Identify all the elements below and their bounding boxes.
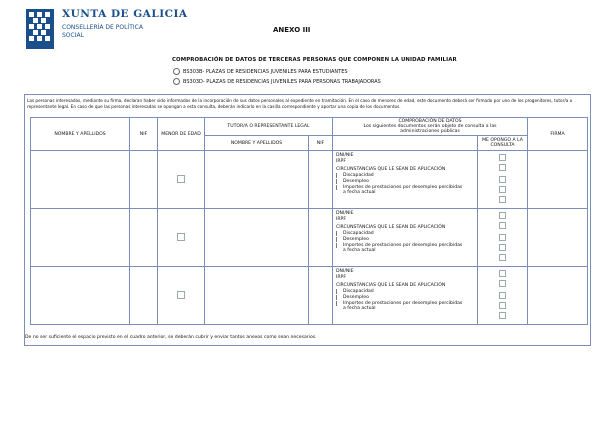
minor-checkbox[interactable] xyxy=(177,175,185,183)
check-desc-2: administraciones públicas xyxy=(400,129,460,134)
person-nif-cell[interactable] xyxy=(130,267,158,325)
doc-dni: DNI/NIE xyxy=(336,211,354,216)
radio-button[interactable] xyxy=(173,68,180,75)
doc-benefit-amounts xyxy=(336,243,477,255)
doc-amounts-line-1: Importes de prestaciones por desempleo percibidas xyxy=(343,242,463,248)
doc-irpf: IRPF xyxy=(336,274,346,280)
annex-label: ANEXO III xyxy=(273,26,311,34)
brand-name: XUNTA DE GALICIA xyxy=(62,8,188,20)
oppose-disability-checkbox[interactable] xyxy=(499,234,506,241)
doc-amounts-line-2: a fecha actual xyxy=(343,190,376,196)
department-line-2: SOCIAL xyxy=(62,32,84,39)
doc-irpf: IRPF xyxy=(336,216,346,222)
xunta-logo-icon xyxy=(24,6,56,52)
doc-irpf: IRPF xyxy=(336,158,346,164)
family-data-table xyxy=(30,117,588,325)
option-bs303d[interactable] xyxy=(173,78,381,85)
header-nif: NIF xyxy=(130,118,158,151)
signature-cell[interactable] xyxy=(528,209,588,267)
doc-unemployment-label: Desempleo xyxy=(343,236,369,242)
oppose-dni-checkbox[interactable] xyxy=(499,154,506,161)
header-guardian-name: NOMBRE Y APELLIDOS xyxy=(205,136,309,151)
table-row xyxy=(31,267,588,325)
minor-checkbox[interactable] xyxy=(177,291,185,299)
option-bs303b[interactable] xyxy=(173,68,348,75)
header-signature: FIRMA xyxy=(528,118,588,151)
doc-amounts-line-1: Importes de prestaciones por desempleo percibidas xyxy=(343,300,463,306)
document-title: COMPROBACIÓN DE DATOS DE TERCERAS PERSONAS QUE COMPONEN LA UNIDAD FAMILIAR xyxy=(172,57,457,63)
doc-circumstances: CIRCUNSTANCIAS QUE LE SEAN DE APLICACIÓN xyxy=(336,224,446,230)
signature-cell[interactable] xyxy=(528,267,588,325)
header-oppose xyxy=(478,136,528,151)
oppose-cell xyxy=(478,267,528,325)
option-label: BS303D- PLAZAS DE RESIDENCIAS JUVENILES PARA PERSONAS TRABAJADORAS xyxy=(183,78,381,85)
doc-unemployment-label: Desempleo xyxy=(343,294,369,300)
person-name-cell[interactable] xyxy=(31,151,130,209)
guardian-nif-cell[interactable] xyxy=(309,267,333,325)
guardian-name-cell[interactable] xyxy=(205,267,309,325)
oppose-unemployment-checkbox[interactable] xyxy=(499,244,506,251)
documents-cell xyxy=(333,209,478,267)
doc-amounts-line-2: a fecha actual xyxy=(343,306,376,312)
department-name xyxy=(62,24,192,40)
doc-disability-label: Discapacidad xyxy=(343,230,374,236)
doc-unemployment-label: Desempleo xyxy=(343,178,369,184)
doc-dni: DNI/NIE xyxy=(336,153,354,158)
intro-text: Las personas interesadas, mediante su firma, declaran haber sido informadas de la incorporación de sus datos personales al expediente en tramitación. En el caso de menores de edad, este documento deberá ser firmado por uno de los progenitores, tutor/a o representante legal. En caso de que las personas interesadas se opongan a esta consulta, deberán indicarlo en la casilla correspondiente y aportar una copia de los documentos. xyxy=(27,98,573,109)
header-minor: MENOR DE EDAD xyxy=(158,118,205,151)
doc-benefit-amounts xyxy=(336,301,477,313)
doc-amounts-line-2: a fecha actual xyxy=(343,248,376,254)
guardian-name-cell[interactable] xyxy=(205,209,309,267)
guardian-nif-cell[interactable] xyxy=(309,151,333,209)
footer-note: De no ser suficiente el espacio previsto en el cuadro anterior, se deberán cubrir y enviar tantos anexos como sean necesarios. xyxy=(25,335,317,340)
oppose-amounts-checkbox[interactable] xyxy=(499,312,506,319)
minor-cell xyxy=(158,267,205,325)
doc-disability-label: Discapacidad xyxy=(343,288,374,294)
oppose-irpf-checkbox[interactable] xyxy=(499,280,506,287)
doc-circumstances: CIRCUNSTANCIAS QUE LE SEAN DE APLICACIÓN xyxy=(336,282,446,288)
documents-cell xyxy=(333,151,478,209)
oppose-amounts-checkbox[interactable] xyxy=(499,254,506,261)
signature-cell[interactable] xyxy=(528,151,588,209)
oppose-disability-checkbox[interactable] xyxy=(499,176,506,183)
doc-dni: DNI/NIE xyxy=(336,269,354,274)
department-line-1: CONSELLERÍA DE POLÍTICA xyxy=(62,24,143,31)
table-row xyxy=(31,151,588,209)
oppose-dni-checkbox[interactable] xyxy=(499,212,506,219)
check-title: COMPROBACIÓN DE DATOS xyxy=(398,119,462,124)
oppose-cell xyxy=(478,209,528,267)
oppose-amounts-checkbox[interactable] xyxy=(499,196,506,203)
header-check xyxy=(333,118,528,136)
oppose-disability-checkbox[interactable] xyxy=(499,292,506,299)
header-docs xyxy=(333,136,478,151)
header-name: NOMBRE Y APELLIDOS xyxy=(31,118,130,151)
oppose-line-1: ME OPONGO A LA xyxy=(482,138,523,143)
radio-button[interactable] xyxy=(173,78,180,85)
header-guardian-nif: NIF xyxy=(309,136,333,151)
guardian-name-cell[interactable] xyxy=(205,151,309,209)
check-desc-1: Los siguientes documentos serán objeto de consulta a las xyxy=(363,124,497,129)
documents-cell xyxy=(333,267,478,325)
minor-cell xyxy=(158,209,205,267)
minor-cell xyxy=(158,151,205,209)
oppose-unemployment-checkbox[interactable] xyxy=(499,302,506,309)
minor-checkbox[interactable] xyxy=(177,233,185,241)
doc-benefit-amounts xyxy=(336,185,477,197)
form-box xyxy=(24,94,591,346)
person-nif-cell[interactable] xyxy=(130,151,158,209)
oppose-unemployment-checkbox[interactable] xyxy=(499,186,506,193)
doc-circumstances: CIRCUNSTANCIAS QUE LE SEAN DE APLICACIÓN xyxy=(336,166,446,172)
guardian-nif-cell[interactable] xyxy=(309,209,333,267)
oppose-cell xyxy=(478,151,528,209)
oppose-line-2: CONSULTA xyxy=(490,143,515,148)
doc-amounts-line-1: Importes de prestaciones por desempleo percibidas xyxy=(343,184,463,190)
doc-disability-label: Discapacidad xyxy=(343,172,374,178)
header-guardian: TUTOR/A O REPRESENTANTE LEGAL xyxy=(205,118,333,136)
person-name-cell[interactable] xyxy=(31,267,130,325)
table-row xyxy=(31,209,588,267)
option-label: BS303B- PLAZAS DE RESIDENCIAS JUVENILES PARA ESTUDIANTES xyxy=(183,68,348,75)
oppose-dni-checkbox[interactable] xyxy=(499,270,506,277)
person-nif-cell[interactable] xyxy=(130,209,158,267)
person-name-cell[interactable] xyxy=(31,209,130,267)
oppose-irpf-checkbox[interactable] xyxy=(499,222,506,229)
oppose-irpf-checkbox[interactable] xyxy=(499,164,506,171)
